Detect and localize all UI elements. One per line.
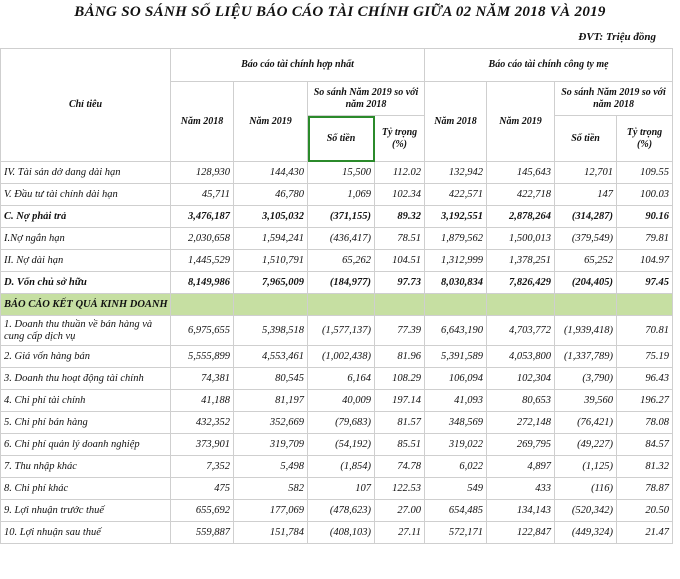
- value-cell[interactable]: 81.96: [375, 346, 425, 368]
- row-label[interactable]: 10. Lợi nhuận sau thuế: [1, 522, 171, 544]
- value-cell[interactable]: 65,252: [555, 250, 617, 272]
- rows_income-row: [1, 346, 673, 368]
- value-cell[interactable]: 654,485: [425, 500, 487, 522]
- value-cell[interactable]: 41,093: [425, 390, 487, 412]
- rows_income-row: [1, 434, 673, 456]
- value-cell[interactable]: 134,143: [487, 500, 555, 522]
- value-cell[interactable]: 90.16: [617, 206, 673, 228]
- rows_balance-row: [1, 228, 673, 250]
- value-cell[interactable]: 21.47: [617, 522, 673, 544]
- value-cell[interactable]: 147: [555, 184, 617, 206]
- rows_income-row: [1, 500, 673, 522]
- value-cell[interactable]: 27.00: [375, 500, 425, 522]
- value-cell[interactable]: 40,009: [308, 390, 375, 412]
- header-year-2018-b[interactable]: Năm 2018: [425, 82, 487, 162]
- value-cell[interactable]: 108.29: [375, 368, 425, 390]
- value-cell[interactable]: 1,378,251: [487, 250, 555, 272]
- value-cell[interactable]: 151,784: [234, 522, 308, 544]
- value-cell[interactable]: 81.57: [375, 412, 425, 434]
- value-cell[interactable]: 65,262: [308, 250, 375, 272]
- value-cell[interactable]: (408,103): [308, 522, 375, 544]
- header-compare-a[interactable]: So sánh Năm 2019 so với năm 2018: [308, 82, 425, 116]
- rows_balance-row: [1, 250, 673, 272]
- value-cell[interactable]: (204,405): [555, 272, 617, 294]
- value-cell[interactable]: 3,192,551: [425, 206, 487, 228]
- value-cell[interactable]: 41,188: [171, 390, 234, 412]
- value-cell[interactable]: (49,227): [555, 434, 617, 456]
- value-cell[interactable]: (1,337,789): [555, 346, 617, 368]
- comparison-table: [0, 48, 673, 544]
- value-cell[interactable]: 319,022: [425, 434, 487, 456]
- value-cell[interactable]: 7,352: [171, 456, 234, 478]
- value-cell[interactable]: 6,975,655: [171, 316, 234, 346]
- value-cell[interactable]: 352,669: [234, 412, 308, 434]
- value-cell[interactable]: 75.19: [617, 346, 673, 368]
- header-group-consolidated[interactable]: Báo cáo tài chính hợp nhất: [171, 49, 425, 82]
- rows_income-row: [1, 478, 673, 500]
- value-cell[interactable]: (184,977): [308, 272, 375, 294]
- row-label[interactable]: D. Vốn chủ sở hữu: [1, 272, 171, 294]
- value-cell[interactable]: 144,430: [234, 162, 308, 184]
- value-cell[interactable]: 8,030,834: [425, 272, 487, 294]
- value-cell[interactable]: 4,553,461: [234, 346, 308, 368]
- value-cell[interactable]: 106,094: [425, 368, 487, 390]
- header-chi-tieu[interactable]: Chỉ tiêu: [1, 49, 171, 162]
- value-cell[interactable]: 79.81: [617, 228, 673, 250]
- value-cell[interactable]: 4,053,800: [487, 346, 555, 368]
- value-cell[interactable]: (79,683): [308, 412, 375, 434]
- value-cell[interactable]: (1,854): [308, 456, 375, 478]
- value-cell[interactable]: 5,555,899: [171, 346, 234, 368]
- value-cell[interactable]: (1,939,418): [555, 316, 617, 346]
- row-label[interactable]: C. Nợ phải trả: [1, 206, 171, 228]
- row-label[interactable]: 5. Chi phí bán hàng: [1, 412, 171, 434]
- value-cell[interactable]: 1,312,999: [425, 250, 487, 272]
- value-cell[interactable]: 582: [234, 478, 308, 500]
- header-so-tien-b[interactable]: Số tiền: [555, 116, 617, 162]
- value-cell[interactable]: 104.51: [375, 250, 425, 272]
- value-cell[interactable]: 80,653: [487, 390, 555, 412]
- value-cell[interactable]: 348,569: [425, 412, 487, 434]
- sheet-title: BẢNG SO SÁNH SỐ LIỆU BÁO CÁO TÀI CHÍNH GIỮA 02 NĂM 2018 VÀ 2019: [74, 4, 606, 20]
- section-title[interactable]: BÁO CÁO KẾT QUẢ KINH DOANH: [1, 294, 171, 316]
- value-cell[interactable]: 85.51: [375, 434, 425, 456]
- row-label[interactable]: 3. Doanh thu hoạt động tài chính: [1, 368, 171, 390]
- value-cell[interactable]: 78.51: [375, 228, 425, 250]
- section-empty-cell[interactable]: [171, 294, 234, 316]
- value-cell[interactable]: 5,398,518: [234, 316, 308, 346]
- value-cell[interactable]: 1,069: [308, 184, 375, 206]
- value-cell[interactable]: (1,125): [555, 456, 617, 478]
- value-cell[interactable]: 3,476,187: [171, 206, 234, 228]
- header-year-2019-a[interactable]: Năm 2019: [234, 82, 308, 162]
- value-cell[interactable]: (478,623): [308, 500, 375, 522]
- value-cell[interactable]: 1,500,013: [487, 228, 555, 250]
- value-cell[interactable]: 572,171: [425, 522, 487, 544]
- value-cell[interactable]: (1,577,137): [308, 316, 375, 346]
- header-ty-trong-b[interactable]: Tỷ trọng (%): [617, 116, 673, 162]
- section-empty-cell[interactable]: [308, 294, 375, 316]
- row-label[interactable]: 6. Chi phí quản lý doanh nghiệp: [1, 434, 171, 456]
- value-cell[interactable]: 5,391,589: [425, 346, 487, 368]
- value-cell[interactable]: (520,342): [555, 500, 617, 522]
- value-cell[interactable]: 122.53: [375, 478, 425, 500]
- rows_income-row: [1, 412, 673, 434]
- value-cell[interactable]: 145,643: [487, 162, 555, 184]
- header-ty-trong-a[interactable]: Tỷ trọng (%): [375, 116, 425, 162]
- value-cell[interactable]: 77.39: [375, 316, 425, 346]
- value-cell[interactable]: (436,417): [308, 228, 375, 250]
- value-cell[interactable]: 78.87: [617, 478, 673, 500]
- section-empty-cell[interactable]: [617, 294, 673, 316]
- value-cell[interactable]: (314,287): [555, 206, 617, 228]
- value-cell[interactable]: 1,445,529: [171, 250, 234, 272]
- value-cell[interactable]: 78.08: [617, 412, 673, 434]
- value-cell[interactable]: 549: [425, 478, 487, 500]
- value-cell[interactable]: 6,643,190: [425, 316, 487, 346]
- value-cell[interactable]: (76,421): [555, 412, 617, 434]
- rows_income-row: [1, 522, 673, 544]
- row-label[interactable]: 8. Chi phí khác: [1, 478, 171, 500]
- value-cell[interactable]: 7,826,429: [487, 272, 555, 294]
- value-cell[interactable]: 15,500: [308, 162, 375, 184]
- value-cell[interactable]: 373,901: [171, 434, 234, 456]
- value-cell[interactable]: 45,711: [171, 184, 234, 206]
- value-cell[interactable]: (379,549): [555, 228, 617, 250]
- section-empty-cell[interactable]: [487, 294, 555, 316]
- header-so-tien-a[interactable]: Số tiền: [308, 116, 375, 162]
- value-cell[interactable]: 269,795: [487, 434, 555, 456]
- row-label[interactable]: I.Nợ ngắn hạn: [1, 228, 171, 250]
- value-cell[interactable]: (449,324): [555, 522, 617, 544]
- header-year-2019-b[interactable]: Năm 2019: [487, 82, 555, 162]
- value-cell[interactable]: 1,510,791: [234, 250, 308, 272]
- value-cell[interactable]: 422,718: [487, 184, 555, 206]
- value-cell[interactable]: 102.34: [375, 184, 425, 206]
- value-cell[interactable]: 655,692: [171, 500, 234, 522]
- rows_income-row: [1, 390, 673, 412]
- row-label[interactable]: IV. Tài sản dở dang dài hạn: [1, 162, 171, 184]
- value-cell[interactable]: 107: [308, 478, 375, 500]
- rows_balance-row: [1, 206, 673, 228]
- value-cell[interactable]: 2,030,658: [171, 228, 234, 250]
- value-cell[interactable]: 432,352: [171, 412, 234, 434]
- value-cell[interactable]: 12,701: [555, 162, 617, 184]
- value-cell[interactable]: 475: [171, 478, 234, 500]
- row-label[interactable]: 2. Giá vốn hàng bán: [1, 346, 171, 368]
- rows_balance-row: [1, 162, 673, 184]
- value-cell[interactable]: 132,942: [425, 162, 487, 184]
- rows_income-row: [1, 456, 673, 478]
- value-cell[interactable]: 5,498: [234, 456, 308, 478]
- value-cell[interactable]: 80,545: [234, 368, 308, 390]
- value-cell[interactable]: 128,930: [171, 162, 234, 184]
- value-cell[interactable]: 104.97: [617, 250, 673, 272]
- section-empty-cell[interactable]: [375, 294, 425, 316]
- value-cell[interactable]: 100.03: [617, 184, 673, 206]
- value-cell[interactable]: 4,897: [487, 456, 555, 478]
- value-cell[interactable]: 46,780: [234, 184, 308, 206]
- rows_income-row: [1, 316, 673, 346]
- unit-label: ĐVT: Triệu đồng: [578, 31, 656, 43]
- value-cell[interactable]: 97.45: [617, 272, 673, 294]
- value-cell[interactable]: 97.73: [375, 272, 425, 294]
- value-cell[interactable]: (3,790): [555, 368, 617, 390]
- row-label[interactable]: 4. Chi phí tài chính: [1, 390, 171, 412]
- value-cell[interactable]: 2,878,264: [487, 206, 555, 228]
- value-cell[interactable]: 3,105,032: [234, 206, 308, 228]
- value-cell[interactable]: 4,703,772: [487, 316, 555, 346]
- value-cell[interactable]: 272,148: [487, 412, 555, 434]
- value-cell[interactable]: 74,381: [171, 368, 234, 390]
- value-cell[interactable]: 39,560: [555, 390, 617, 412]
- value-cell[interactable]: 96.43: [617, 368, 673, 390]
- value-cell[interactable]: 422,571: [425, 184, 487, 206]
- value-cell[interactable]: (1,002,438): [308, 346, 375, 368]
- value-cell[interactable]: 112.02: [375, 162, 425, 184]
- header-year-2018-a[interactable]: Năm 2018: [171, 82, 234, 162]
- section-empty-cell[interactable]: [234, 294, 308, 316]
- rows_income-row: [1, 368, 673, 390]
- value-cell[interactable]: 89.32: [375, 206, 425, 228]
- section-empty-cell[interactable]: [425, 294, 487, 316]
- row-label[interactable]: 9. Lợi nhuận trước thuế: [1, 500, 171, 522]
- value-cell[interactable]: (371,155): [308, 206, 375, 228]
- value-cell[interactable]: (116): [555, 478, 617, 500]
- value-cell[interactable]: 102,304: [487, 368, 555, 390]
- value-cell[interactable]: 74.78: [375, 456, 425, 478]
- value-cell[interactable]: 1,594,241: [234, 228, 308, 250]
- section-row: [1, 294, 673, 316]
- value-cell[interactable]: 81,197: [234, 390, 308, 412]
- value-cell[interactable]: 6,164: [308, 368, 375, 390]
- rows_balance-row: [1, 184, 673, 206]
- value-cell[interactable]: 70.81: [617, 316, 673, 346]
- value-cell[interactable]: 433: [487, 478, 555, 500]
- value-cell[interactable]: 109.55: [617, 162, 673, 184]
- value-cell[interactable]: 197.14: [375, 390, 425, 412]
- value-cell[interactable]: 20.50: [617, 500, 673, 522]
- value-cell[interactable]: 1,879,562: [425, 228, 487, 250]
- header-group-parent[interactable]: Báo cáo tài chính công ty mẹ: [425, 49, 673, 82]
- value-cell[interactable]: 81.32: [617, 456, 673, 478]
- row-label[interactable]: 1. Doanh thu thuần về bán hàng và cung cấp dịch vụ: [1, 316, 171, 346]
- value-cell[interactable]: 196.27: [617, 390, 673, 412]
- section-empty-cell[interactable]: [555, 294, 617, 316]
- header-compare-b[interactable]: So sánh Năm 2019 so với năm 2018: [555, 82, 673, 116]
- row-label[interactable]: V. Đầu tư tài chính dài hạn: [1, 184, 171, 206]
- value-cell[interactable]: 559,887: [171, 522, 234, 544]
- value-cell[interactable]: (54,192): [308, 434, 375, 456]
- value-cell[interactable]: 84.57: [617, 434, 673, 456]
- rows_balance-row: [1, 272, 673, 294]
- value-cell[interactable]: 27.11: [375, 522, 425, 544]
- value-cell[interactable]: 6,022: [425, 456, 487, 478]
- value-cell[interactable]: 7,965,009: [234, 272, 308, 294]
- value-cell[interactable]: 319,709: [234, 434, 308, 456]
- row-label[interactable]: 7. Thu nhập khác: [1, 456, 171, 478]
- row-label[interactable]: II. Nợ dài hạn: [1, 250, 171, 272]
- value-cell[interactable]: 177,069: [234, 500, 308, 522]
- value-cell[interactable]: 8,149,986: [171, 272, 234, 294]
- value-cell[interactable]: 122,847: [487, 522, 555, 544]
